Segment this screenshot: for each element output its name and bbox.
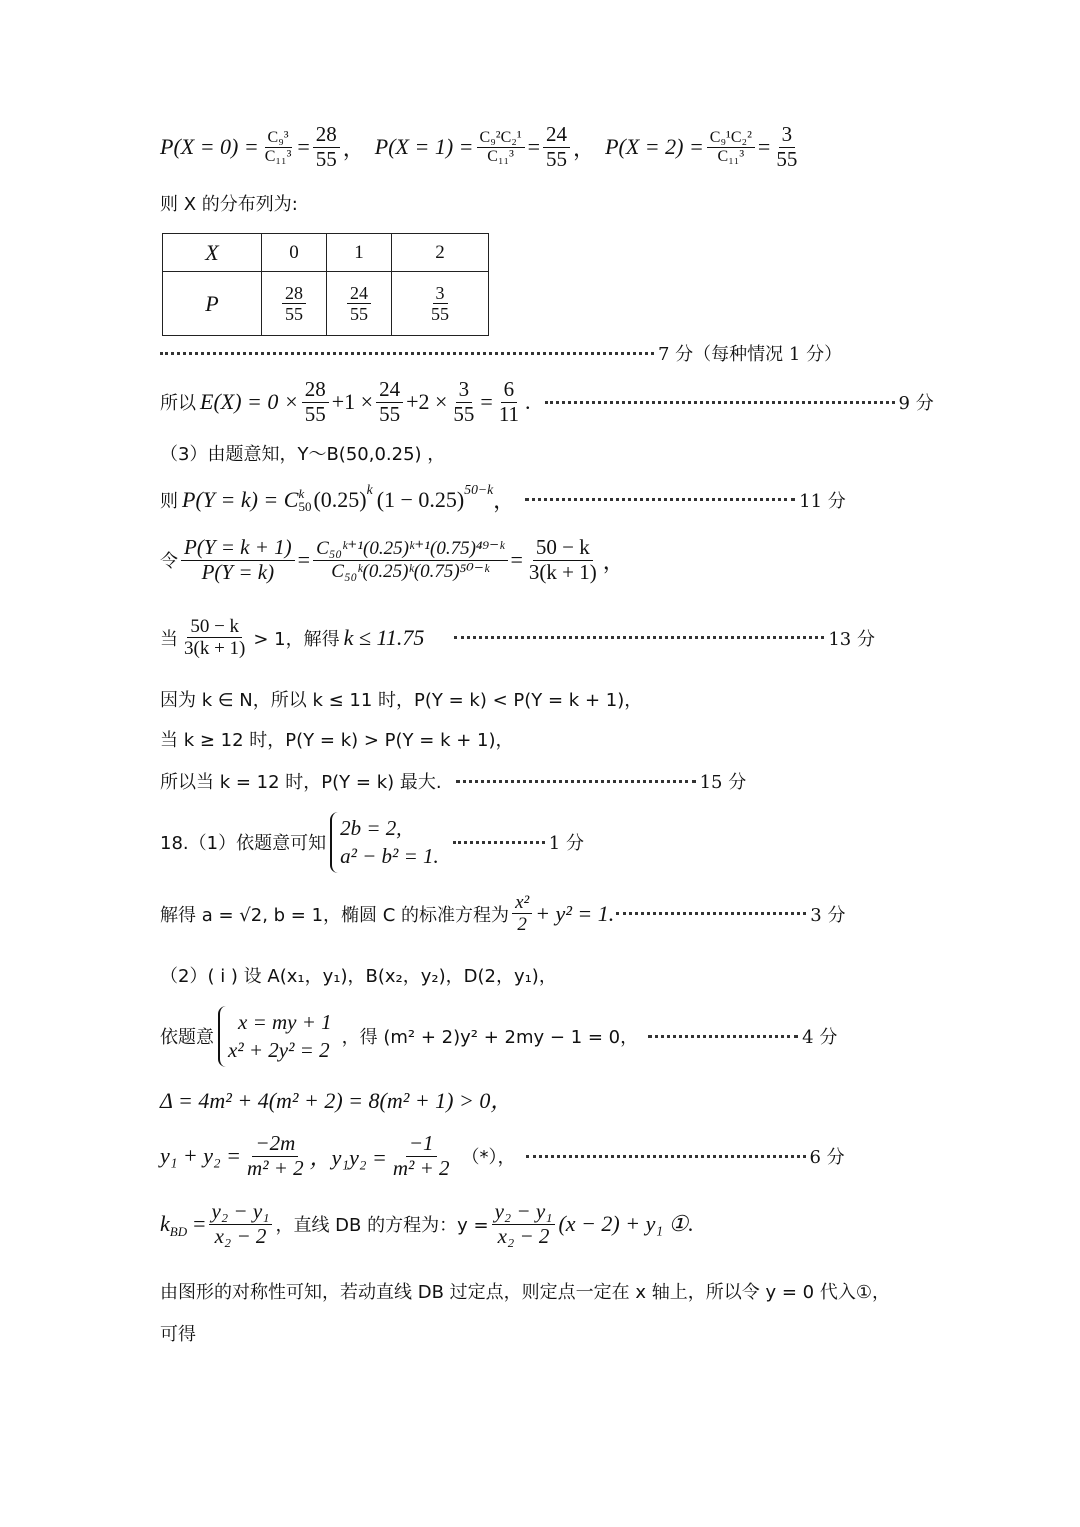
fraction-28-55: $\frac{28}{55}$ [313,123,340,171]
when-12-line: 当 k ≥ 12 时，P(Y = k) > P(Y = k + 1)， [160,730,514,751]
score-1: 1 分 [548,833,584,855]
score-11: 11 分 [799,490,846,512]
comb-fraction-3: $\frac{\text{C₉¹C₂²}}{\text{C₁₁³}}$ [707,129,755,166]
table-cell-p1: $\frac{24}{55}$ [327,272,392,336]
inequality-line: 当 50 − k 3(k + 1) > 1，解得 k ≤ 11.75 13 分 [160,616,875,660]
ratio-line: 令 $\frac{P(Y = k + 1)}{P(Y = k)}$ = $\frac{\text{C₅₀ᵏ⁺¹(0.25)ᵏ⁺¹(0.75)⁴⁹⁻ᵏ}}{\text{C₅₀ᵏ(0.25)ᵏ(0.75)⁵⁰⁻ᵏ}}$ = $\frac{50 - k}{3(k + 1)}$ ， [160,535,625,584]
discriminant-line: Δ = 4m² + 4(m² + 2) = 8(m² + 1) > 0， [160,1088,513,1113]
score-13: 13 分 [828,628,875,650]
because-line: 因为 k ∈ N，所以 k ≤ 11 时，P(Y = k) < P(Y = k + 1)， [160,690,643,711]
score-9: 9 分 [898,393,934,415]
score-7: 7 分（每种情况 1 分） [658,344,843,365]
score-line-7 [160,340,842,366]
probability-line: P(X = 0) = $\frac{\text{C₉³}}{\text{C₁₁³}}$ = $\frac{28}{55}$ ， P(X = 1) = $\frac{\text{C₉²C₂¹}}{\text{C₁₁³}}$ = $\frac{24}{55}$ ， P(X = 2) = $\frac{\text{C₉¹C₂²}}{\text{C₁₁³}}$ = $\frac{3}{55}$ [160,123,803,171]
conclusion-line: 所以当 k = 12 时，P(Y = k) 最大. 15 分 [160,768,746,794]
score-6: 6 分 [809,1147,845,1169]
ellipse-equation-line: 解得 a = √2, b = 1，椭圆 C 的标准方程为 x² 2 + y² = 1. 3 分 [160,892,846,936]
part-3-heading: （3）由题意知，Y～B(50,0.25) ， [160,444,446,465]
comb-fraction-2: $\frac{\text{C₉²C₂¹}}{\text{C₁₁³}}$ [477,129,525,166]
table-cell-p2: $\frac{3}{55}$ [392,272,489,336]
score-15: 15 分 [699,772,747,793]
table-header-p: P [163,272,262,336]
comb-fraction-1: $\frac{\text{C₉³}}{\text{C₁₁³}}$ [264,128,292,165]
distribution-intro: 则 X 的分布列为: [160,194,298,215]
kede-line: 可得 [160,1324,196,1345]
line-ellipse-system: x = my + 1 x² + 2y² = 2 [218,1006,338,1067]
distribution-table [162,233,489,336]
expectation-line: 所以 E(X) = 0 × $\frac{28}{55}$ +1 × $\frac{24}{55}$ +2 × $\frac{3}{55}$ = $\frac{6}{11}$ . 9 分 [160,377,934,426]
fraction-3-55: $\frac{3}{55}$ [776,122,798,171]
score-3: 3 分 [810,904,846,926]
binomial-formula-line: 则 P(Y = k) = C k 50 (0.25) $^k$ (1 − 0.25) $^{50-k}$ ， 11 分 [160,481,846,514]
table-cell-x1: 1 [327,234,392,272]
q18-part1-line: 18.（1）依题意可知 2b = 2, a² − b² = 1. 1 分 [160,812,584,873]
table-cell-x2: 2 [392,234,489,272]
system-line: 依题意 x = my + 1 x² + 2y² = 2 ，得 (m² + 2)y² + 2my − 1 = 0， 4 分 [160,1006,837,1067]
table-cell-p0: $\frac{28}{55}$ [262,272,327,336]
vieta-line: y₁ + y₂ = $\frac{-2m}{\text{m² + 2}}$ ，y₁y₂ = $\frac{-1}{\text{m² + 2}}$ （*）， 6 分 [160,1131,845,1180]
symmetry-line: 由图形的对称性可知，若动直线 DB 过定点，则定点一定在 x 轴上，所以令 y = 0 代入①， [160,1282,890,1303]
p-x0-label: P(X = 0) = [160,134,259,160]
slope-line: k $_{BD}$ = $\frac{\text{y₂ − y₁}}{\text{x₂ − 2}}$ ，直线 DB 的方程为：y = $\frac{\text{y₂ − y₁}}{\text{x₂ − 2}}$ (x − 2) + y₁ ①. [160,1199,694,1248]
table-header-x: X [163,234,262,272]
score-4: 4 分 [802,1027,838,1049]
p-x1-label: P(X = 1) = [374,134,474,160]
expectation-result: $\frac{6}{11}$ [498,377,520,426]
fraction-24-55: $\frac{24}{55}$ [543,123,570,171]
part-2-heading: （2）( i ) 设 A(x₁，y₁)，B(x₂，y₂)，D(2，y₁)， [160,966,557,987]
p-x2-label: P(X = 2) = [605,134,704,160]
equation-system: 2b = 2, a² − b² = 1. [330,812,445,873]
table-cell-x0: 0 [262,234,327,272]
